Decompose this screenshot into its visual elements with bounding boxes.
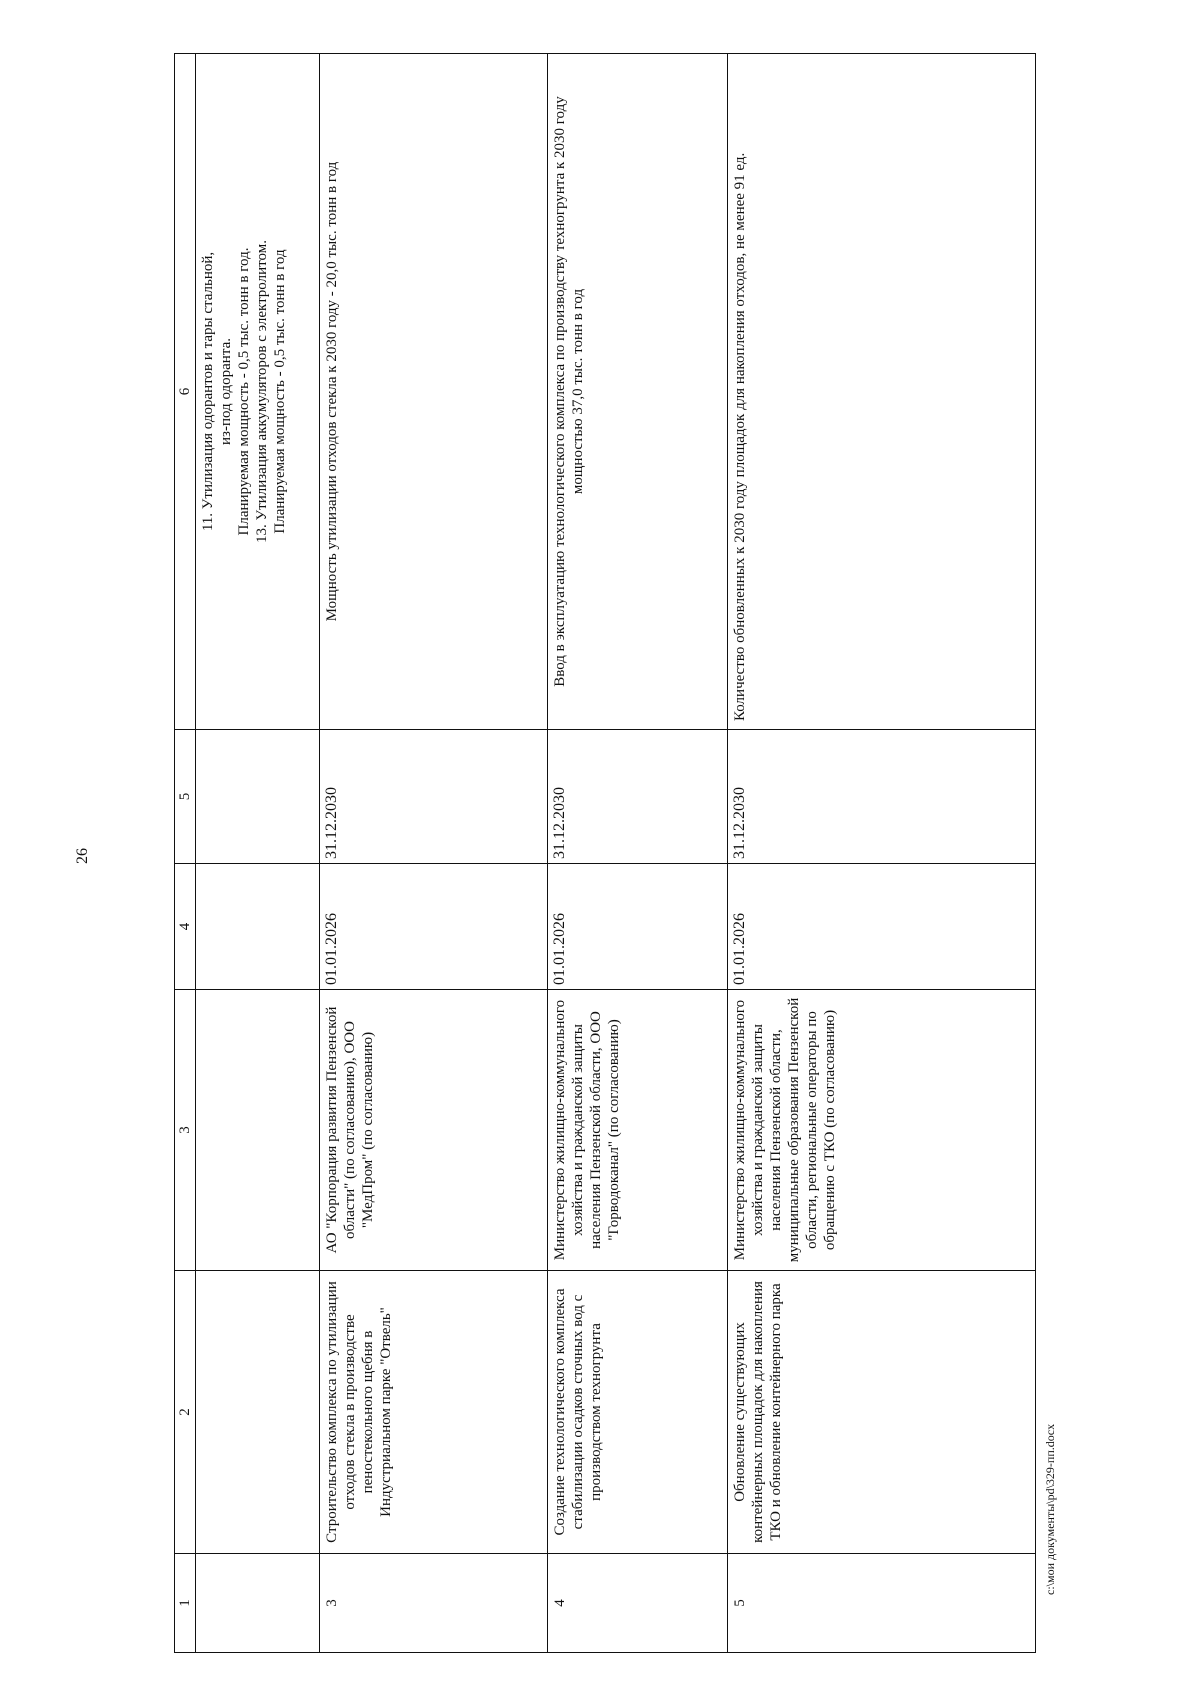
- cell-result: Мощность утилизации отходов стекла к 2030 году - 20,0 тыс. тонн в год: [320, 54, 548, 730]
- cell-activity: Создание технологического комплекса стабилизации осадков сточных вод с производством техногрунта: [548, 1271, 728, 1554]
- cell-result: [196, 54, 320, 730]
- cell-activity: [196, 1271, 320, 1554]
- cell-number: [196, 1554, 320, 1653]
- cell-activity: Строительство комплекса по утилизации отходов стекла в производстве пеностекольного щебня в Индустриальном парке "Отвель": [320, 1271, 548, 1554]
- cell-executors: [196, 990, 320, 1271]
- header-cell-3: 3: [175, 990, 196, 1271]
- table-row: [728, 54, 1036, 1653]
- cell-result: Количество обновленных к 2030 году площадок для накопления отходов, не менее 91 ед.: [728, 54, 1036, 730]
- cell-number: 5: [728, 1554, 1036, 1653]
- page-number: 26: [74, 848, 91, 864]
- result-line: из-под одоранта.: [218, 338, 234, 445]
- result-line: 13. Утилизация аккумуляторов с электролитом.: [254, 240, 270, 543]
- cell-end-date: 31.12.2030: [728, 730, 1036, 864]
- cell-executors: Министерство жилищно-коммунального хозяйства и гражданской защиты населения Пензенской области, муниципальные образования Пензенской области, региональные операторы по обращению с ТКО (по согласованию): [728, 990, 1036, 1271]
- landscape-table-container: [174, 53, 1036, 1653]
- cell-start-date: 01.01.2026: [548, 864, 728, 990]
- header-cell-5: 5: [175, 730, 196, 864]
- cell-start-date: 01.01.2026: [728, 864, 1036, 990]
- cell-activity: Обновление существующих контейнерных площадок для накопления ТКО и обновление контейнерного парка: [728, 1271, 1036, 1554]
- table-row-continuation: [196, 54, 320, 1653]
- result-line: Планируемая мощность - 0,5 тыс. тонн в год: [272, 249, 288, 534]
- header-cell-1: 1: [175, 1554, 196, 1653]
- cell-start-date: [196, 864, 320, 990]
- table-header-row: [175, 54, 196, 1653]
- file-path-footer: c:\мои документы\pd\329-пп.docx: [1043, 1423, 1057, 1595]
- cell-number: 3: [320, 1554, 548, 1653]
- result-line: 11. Утилизация одорантов и тары стальной,: [200, 251, 216, 532]
- result-line: Планируемая мощность - 0,5 тыс. тонн в год.: [236, 247, 252, 536]
- header-cell-4: 4: [175, 864, 196, 990]
- cell-result: Ввод в эксплуатацию технологического комплекса по производству техногрунта к 2030 году мощностью 37,0 тыс. тонн в год: [548, 54, 728, 730]
- cell-start-date: 01.01.2026: [320, 864, 548, 990]
- cell-executors: Министерство жилищно-коммунального хозяйства и гражданской защиты населения Пензенской области, ООО "Горводоканал" (по согласованию): [548, 990, 728, 1271]
- activities-table: [174, 53, 1036, 1653]
- header-cell-6: 6: [175, 54, 196, 730]
- header-cell-2: 2: [175, 1271, 196, 1554]
- cell-number: 4: [548, 1554, 728, 1653]
- cell-end-date: [196, 730, 320, 864]
- table-row: [548, 54, 728, 1653]
- table-row: [320, 54, 548, 1653]
- cell-end-date: 31.12.2030: [320, 730, 548, 864]
- cell-executors: АО "Корпорация развития Пензенской области" (по согласованию), ООО "МедПром" (по согласованию): [320, 990, 548, 1271]
- cell-end-date: 31.12.2030: [548, 730, 728, 864]
